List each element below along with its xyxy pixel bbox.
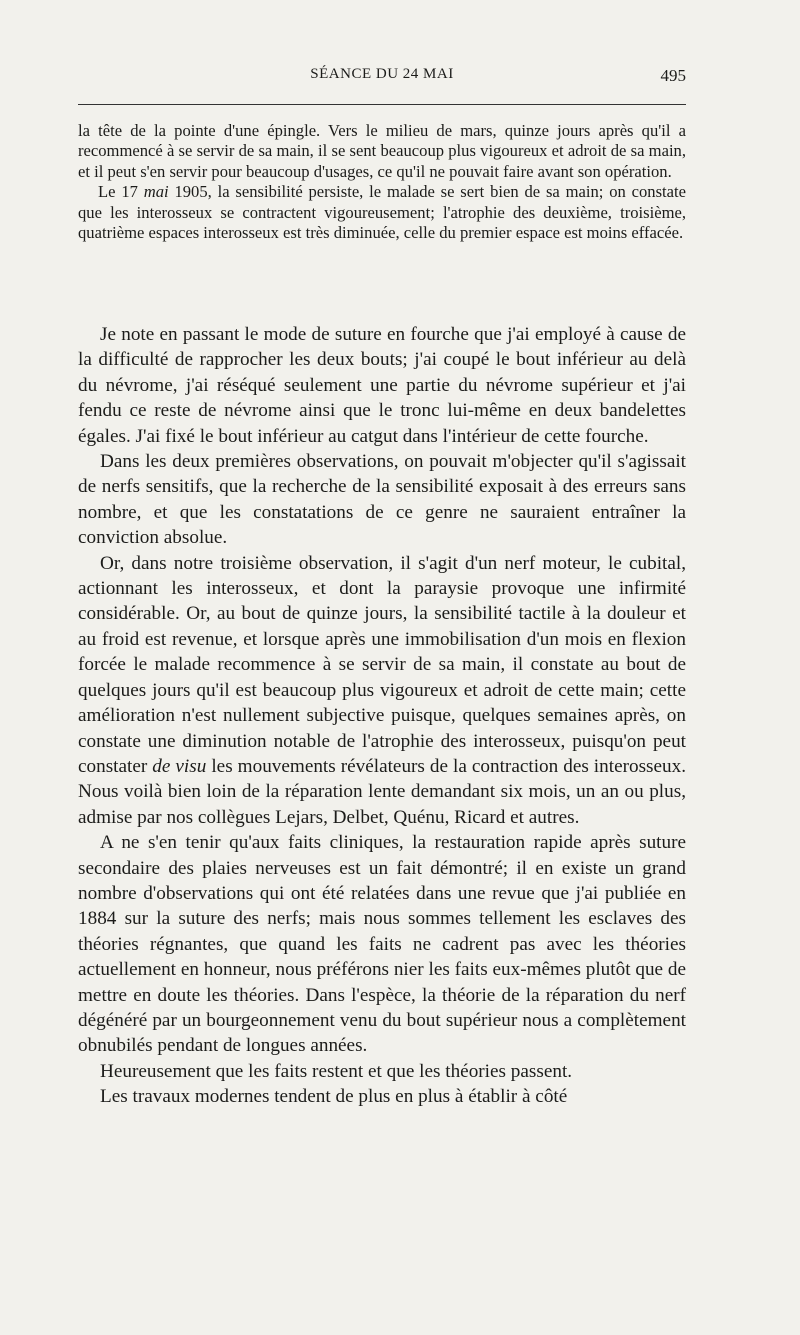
main-text xyxy=(78,322,686,1110)
paragraph-observations: Dans les deux premières observations, on pouvait m'objecter qu'il s'agissait de nerfs sensitifs, que la recherche de la sensibilité exposait à des erreurs sans nombre, et que les constatations de ce genre ne sauraient entraîner la conviction absolue. xyxy=(78,451,686,549)
note-paragraph-date xyxy=(78,182,686,243)
note-date-month: mai xyxy=(143,182,169,202)
paragraph-clinical: A ne s'en tenir qu'aux faits cliniques, la restauration rapide après suture secondaire des plaies nerveuses est un fait démontré; il en existe un grand nombre d'observations qui ont été relatées dans une revue que j'ai publiée en 1884 sur la suture des nerfs; mais nous sommes tellement les esclaves des théories régnantes, que quand les faits ne cadrent pas avec les théories actuellement en honneur, nous préférons nier les faits eux-mêmes plutôt que de mettre en doute les théories. Dans l'espèce, la théorie de la réparation du nerf dégénéré par un bourgeonnement venu du bout supérieur nous a complètement obnubilés pendant de longues années. xyxy=(78,832,686,1057)
observation-note xyxy=(78,121,686,243)
note-date-rest: 1905, la sensibilité persiste, le malade se sert bien de sa main; on constate que les interosseux se contractent vigoureusement; l'atrophie des deuxième, troisième, quatrième espaces interosseux est très diminuée, celle du premier espace est moins effacée. xyxy=(78,182,686,243)
paragraph-cubital-italic: de visu xyxy=(152,755,207,777)
running-title: SÉANCE DU 24 MAI xyxy=(310,66,454,82)
paragraph-theories: Heureusement que les faits restent et que les théories passent. xyxy=(100,1060,573,1082)
note-paragraph: la tête de la pointe d'une épingle. Vers le milieu de mars, quinze jours après qu'il a recommencé à se servir de sa main, il se sent beaucoup plus vigoureux et adroit de sa main, et il peut s'en servir pour beaucoup d'usages, ce qu'il ne pouvait faire avant son opération. xyxy=(78,121,686,181)
header-rule xyxy=(78,104,686,105)
paragraph-suture: Je note en passant le mode de suture en fourche que j'ai employé à cause de la difficulté de rapprocher les deux bouts; j'ai coupé le bout inférieur au delà du névrome, j'ai réséqué seulement une partie du névrome supérieur et j'ai fendu ce reste de névrome ainsi que le tronc lui-même en deux bandelettes égales. J'ai fixé le bout inférieur au catgut dans l'intérieur de cette fourche. xyxy=(78,324,686,447)
note-date-lead: Le 17 xyxy=(98,182,144,202)
paragraph-cubital xyxy=(78,551,686,830)
paragraph-modern: Les travaux modernes tendent de plus en plus à établir à côté xyxy=(100,1086,568,1108)
page-number: 495 xyxy=(660,66,686,85)
paragraph-cubital-end: les mouvements révélateurs de la contraction des interosseux. Nous voilà bien loin de la réparation lente demandant six mois, un an ou plus, admise par nos collègues Lejars, Delbet, Quénu, Ricard et autres. xyxy=(78,755,687,828)
paragraph-cubital-start: Or, dans notre troisième observation, il s'agit d'un nerf moteur, le cubital, actionnant les interosseux, et dont la paraysie provoque une infirmité considérable. Or, au bout de quinze jours, la sensibilité tactile à la douleur et au froid est revenue, et lorsque après une immobilisation d'un mois en flexion forcée le malade recommence à se servir de sa main, il constate au bout de quelques jours qu'il est beaucoup plus vigoureux et adroit de cette main; cette amélioration n'est nullement subjective puisque, quelques semaines après, on constate une diminution notable de l'atrophie des interosseux, puisqu'on peut constater xyxy=(78,552,686,777)
page-header xyxy=(78,66,686,94)
